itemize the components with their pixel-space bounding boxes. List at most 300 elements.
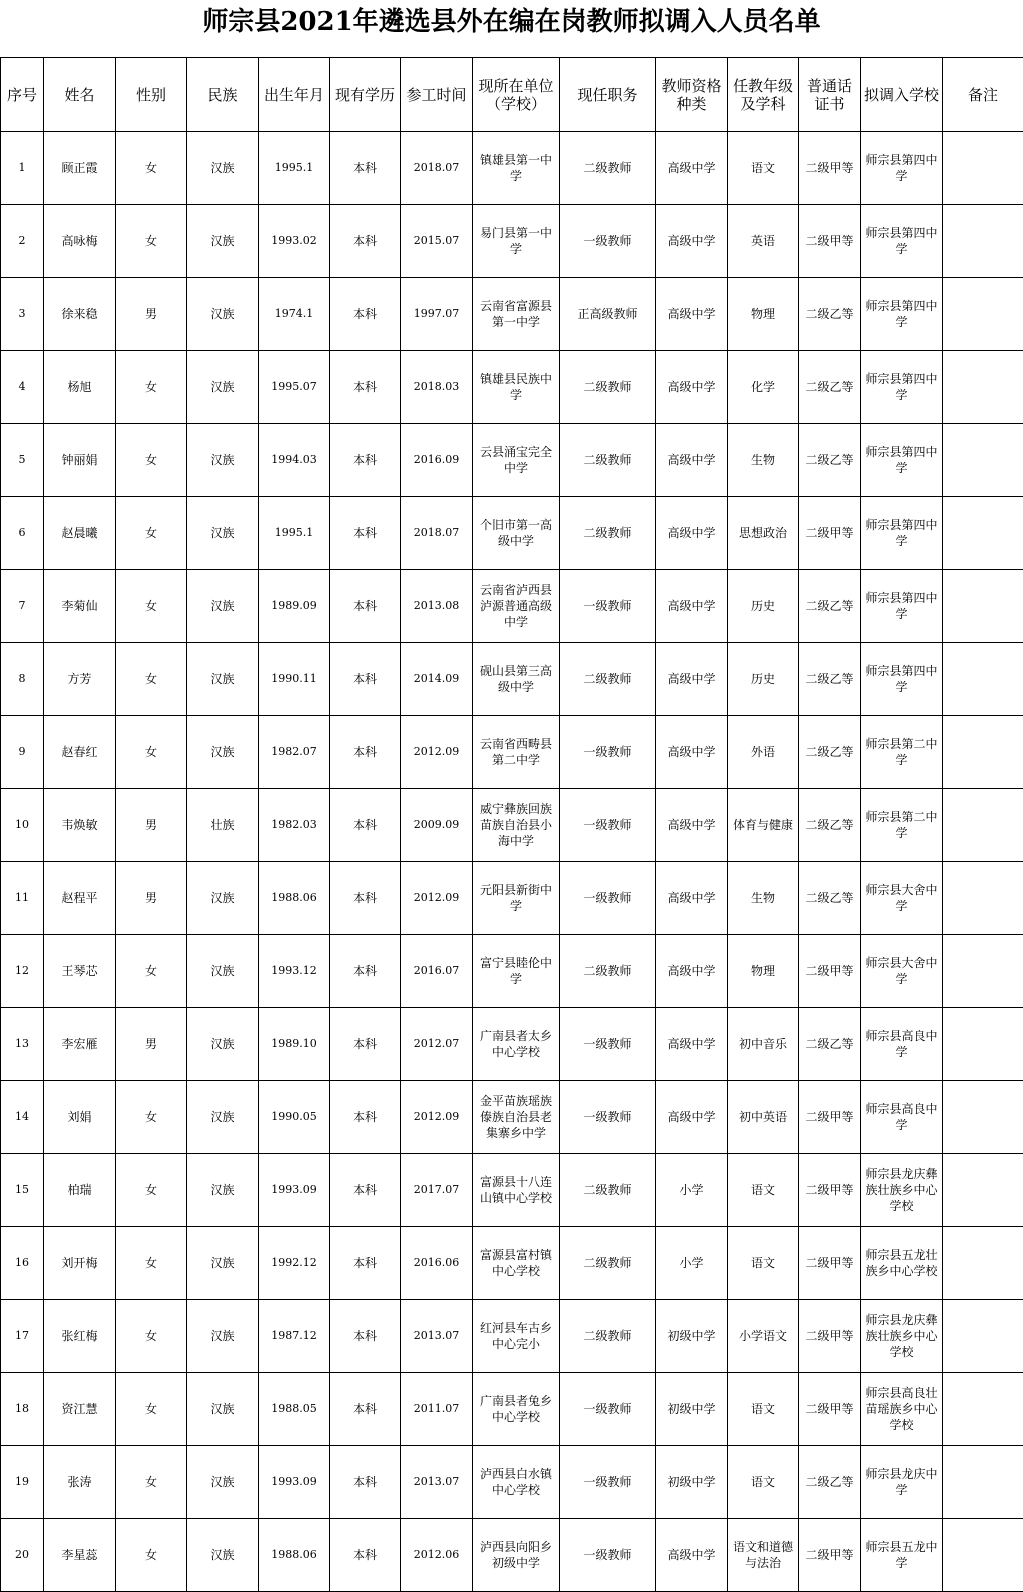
cell-current-unit: 泸西县白水镇中心学校: [473, 1446, 560, 1519]
cell-gender: 男: [116, 278, 187, 351]
cell-birth: 1995.1: [259, 132, 330, 205]
table-row: [1, 424, 1023, 497]
cell-mandarin: 二级乙等: [799, 716, 861, 789]
cell-name: 李菊仙: [44, 570, 116, 643]
cell-gender: 男: [116, 862, 187, 935]
cell-current-unit: 金平苗族瑶族傣族自治县老集寨乡中学: [473, 1081, 560, 1154]
cell-education: 本科: [330, 424, 401, 497]
cell-remarks: [943, 643, 1023, 716]
cell-gender: 女: [116, 716, 187, 789]
cell-name: 赵晨曦: [44, 497, 116, 570]
cell-remarks: [943, 205, 1023, 278]
cell-certificate: 高级中学: [656, 205, 728, 278]
cell-subject: 小学语文: [728, 1300, 799, 1373]
cell-ethnicity: 汉族: [187, 862, 259, 935]
cell-remarks: [943, 424, 1023, 497]
cell-current-unit: 易门县第一中学: [473, 205, 560, 278]
header-subject: 任教年级及学科: [728, 58, 799, 132]
cell-position: 一级教师: [560, 1373, 656, 1446]
cell-subject: 初中英语: [728, 1081, 799, 1154]
cell-ethnicity: 汉族: [187, 935, 259, 1008]
cell-certificate: 高级中学: [656, 643, 728, 716]
cell-index: 1: [1, 132, 44, 205]
table-row: [1, 643, 1023, 716]
cell-education: 本科: [330, 862, 401, 935]
cell-birth: 1993.09: [259, 1154, 330, 1227]
cell-education: 本科: [330, 716, 401, 789]
cell-remarks: [943, 497, 1023, 570]
cell-subject: 思想政治: [728, 497, 799, 570]
table-row: [1, 716, 1023, 789]
cell-target-school: 师宗县第二中学: [861, 789, 943, 862]
cell-name: 刘开梅: [44, 1227, 116, 1300]
table-row: [1, 132, 1023, 205]
table-row: [1, 789, 1023, 862]
cell-position: 一级教师: [560, 789, 656, 862]
cell-index: 4: [1, 351, 44, 424]
cell-target-school: 师宗县龙庆中学: [861, 1446, 943, 1519]
cell-mandarin: 二级甲等: [799, 1300, 861, 1373]
cell-mandarin: 二级甲等: [799, 497, 861, 570]
cell-remarks: [943, 570, 1023, 643]
cell-position: 一级教师: [560, 716, 656, 789]
cell-ethnicity: 汉族: [187, 1446, 259, 1519]
cell-mandarin: 二级乙等: [799, 862, 861, 935]
cell-work-start: 2014.09: [401, 643, 473, 716]
cell-birth: 1988.06: [259, 862, 330, 935]
cell-birth: 1993.12: [259, 935, 330, 1008]
cell-gender: 女: [116, 1227, 187, 1300]
cell-current-unit: 红河县车古乡中心完小: [473, 1300, 560, 1373]
header-current-unit: 现所在单位（学校）: [473, 58, 560, 132]
cell-target-school: 师宗县第四中学: [861, 351, 943, 424]
cell-current-unit: 云南省西畴县第二中学: [473, 716, 560, 789]
cell-target-school: 师宗县大舍中学: [861, 935, 943, 1008]
table-row: [1, 862, 1023, 935]
cell-index: 17: [1, 1300, 44, 1373]
cell-work-start: 2017.07: [401, 1154, 473, 1227]
cell-work-start: 2016.09: [401, 424, 473, 497]
cell-gender: 女: [116, 1373, 187, 1446]
cell-education: 本科: [330, 1373, 401, 1446]
cell-current-unit: 元阳县新街中学: [473, 862, 560, 935]
cell-index: 7: [1, 570, 44, 643]
header-remarks: 备注: [943, 58, 1023, 132]
cell-name: 王琴芯: [44, 935, 116, 1008]
cell-mandarin: 二级甲等: [799, 1373, 861, 1446]
cell-work-start: 2012.06: [401, 1519, 473, 1592]
cell-index: 16: [1, 1227, 44, 1300]
cell-remarks: [943, 1008, 1023, 1081]
cell-certificate: 高级中学: [656, 424, 728, 497]
cell-position: 二级教师: [560, 351, 656, 424]
table-row: [1, 570, 1023, 643]
cell-certificate: 初级中学: [656, 1300, 728, 1373]
cell-ethnicity: 汉族: [187, 1081, 259, 1154]
cell-education: 本科: [330, 1519, 401, 1592]
cell-ethnicity: 汉族: [187, 278, 259, 351]
cell-name: 顾正霞: [44, 132, 116, 205]
cell-index: 2: [1, 205, 44, 278]
cell-remarks: [943, 132, 1023, 205]
cell-remarks: [943, 862, 1023, 935]
cell-index: 5: [1, 424, 44, 497]
cell-index: 20: [1, 1519, 44, 1592]
cell-target-school: 师宗县高良壮苗瑶族乡中心学校: [861, 1373, 943, 1446]
cell-subject: 外语: [728, 716, 799, 789]
cell-current-unit: 富源县十八连山镇中心学校: [473, 1154, 560, 1227]
cell-position: 二级教师: [560, 497, 656, 570]
cell-target-school: 师宗县高良中学: [861, 1081, 943, 1154]
cell-mandarin: 二级甲等: [799, 132, 861, 205]
table-row: [1, 1154, 1023, 1227]
cell-current-unit: 镇雄县第一中学: [473, 132, 560, 205]
cell-remarks: [943, 789, 1023, 862]
cell-current-unit: 威宁彝族回族苗族自治县小海中学: [473, 789, 560, 862]
cell-current-unit: 个旧市第一高级中学: [473, 497, 560, 570]
cell-mandarin: 二级乙等: [799, 1446, 861, 1519]
cell-certificate: 小学: [656, 1227, 728, 1300]
cell-birth: 1987.12: [259, 1300, 330, 1373]
cell-remarks: [943, 1300, 1023, 1373]
cell-position: 二级教师: [560, 935, 656, 1008]
cell-name: 方芳: [44, 643, 116, 716]
cell-education: 本科: [330, 643, 401, 716]
cell-ethnicity: 汉族: [187, 424, 259, 497]
cell-mandarin: 二级乙等: [799, 570, 861, 643]
cell-remarks: [943, 278, 1023, 351]
cell-gender: 女: [116, 132, 187, 205]
cell-gender: 女: [116, 570, 187, 643]
cell-position: 一级教师: [560, 862, 656, 935]
cell-work-start: 2018.03: [401, 351, 473, 424]
cell-certificate: 高级中学: [656, 935, 728, 1008]
cell-birth: 1989.09: [259, 570, 330, 643]
cell-ethnicity: 汉族: [187, 570, 259, 643]
table-row: [1, 1373, 1023, 1446]
cell-gender: 女: [116, 1154, 187, 1227]
cell-index: 14: [1, 1081, 44, 1154]
cell-remarks: [943, 1446, 1023, 1519]
cell-name: 高咏梅: [44, 205, 116, 278]
cell-subject: 生物: [728, 424, 799, 497]
table-row: [1, 278, 1023, 351]
cell-name: 刘娟: [44, 1081, 116, 1154]
cell-subject: 语文: [728, 1227, 799, 1300]
cell-name: 钟丽娟: [44, 424, 116, 497]
cell-work-start: 2012.09: [401, 1081, 473, 1154]
cell-index: 19: [1, 1446, 44, 1519]
cell-work-start: 2016.06: [401, 1227, 473, 1300]
cell-name: 资江慧: [44, 1373, 116, 1446]
cell-name: 张红梅: [44, 1300, 116, 1373]
cell-subject: 语文: [728, 1446, 799, 1519]
cell-certificate: 小学: [656, 1154, 728, 1227]
cell-mandarin: 二级甲等: [799, 1154, 861, 1227]
cell-position: 二级教师: [560, 132, 656, 205]
cell-subject: 化学: [728, 351, 799, 424]
cell-work-start: 2018.07: [401, 132, 473, 205]
cell-target-school: 师宗县五龙中学: [861, 1519, 943, 1592]
cell-ethnicity: 壮族: [187, 789, 259, 862]
cell-work-start: 2011.07: [401, 1373, 473, 1446]
cell-certificate: 高级中学: [656, 789, 728, 862]
cell-current-unit: 广南县者兔乡中心学校: [473, 1373, 560, 1446]
cell-name: 张涛: [44, 1446, 116, 1519]
cell-ethnicity: 汉族: [187, 1519, 259, 1592]
cell-ethnicity: 汉族: [187, 1154, 259, 1227]
cell-index: 6: [1, 497, 44, 570]
cell-ethnicity: 汉族: [187, 1300, 259, 1373]
roster-table: [0, 57, 1023, 1592]
cell-education: 本科: [330, 1154, 401, 1227]
cell-current-unit: 富宁县睦伦中学: [473, 935, 560, 1008]
cell-mandarin: 二级甲等: [799, 935, 861, 1008]
cell-certificate: 高级中学: [656, 716, 728, 789]
cell-name: 李星蕊: [44, 1519, 116, 1592]
cell-education: 本科: [330, 1227, 401, 1300]
cell-index: 12: [1, 935, 44, 1008]
cell-work-start: 2012.09: [401, 716, 473, 789]
cell-certificate: 高级中学: [656, 1519, 728, 1592]
cell-mandarin: 二级甲等: [799, 1227, 861, 1300]
cell-position: 一级教师: [560, 1008, 656, 1081]
cell-mandarin: 二级乙等: [799, 789, 861, 862]
cell-gender: 女: [116, 351, 187, 424]
cell-gender: 女: [116, 1519, 187, 1592]
cell-certificate: 初级中学: [656, 1373, 728, 1446]
cell-name: 杨旭: [44, 351, 116, 424]
cell-name: 赵程平: [44, 862, 116, 935]
cell-certificate: 高级中学: [656, 497, 728, 570]
cell-birth: 1990.05: [259, 1081, 330, 1154]
cell-birth: 1994.03: [259, 424, 330, 497]
cell-mandarin: 二级乙等: [799, 1008, 861, 1081]
cell-target-school: 师宗县第四中学: [861, 278, 943, 351]
cell-work-start: 2012.09: [401, 862, 473, 935]
cell-subject: 初中音乐: [728, 1008, 799, 1081]
cell-birth: 1988.06: [259, 1519, 330, 1592]
cell-education: 本科: [330, 351, 401, 424]
table-row: [1, 1300, 1023, 1373]
cell-target-school: 师宗县第四中学: [861, 132, 943, 205]
cell-current-unit: 广南县者太乡中心学校: [473, 1008, 560, 1081]
cell-ethnicity: 汉族: [187, 643, 259, 716]
cell-index: 8: [1, 643, 44, 716]
cell-current-unit: 云县涌宝完全中学: [473, 424, 560, 497]
cell-gender: 女: [116, 1081, 187, 1154]
cell-current-unit: 云南省泸西县泸源普通高级中学: [473, 570, 560, 643]
cell-mandarin: 二级甲等: [799, 1519, 861, 1592]
cell-mandarin: 二级乙等: [799, 424, 861, 497]
cell-education: 本科: [330, 1300, 401, 1373]
cell-index: 13: [1, 1008, 44, 1081]
cell-current-unit: 砚山县第三高级中学: [473, 643, 560, 716]
cell-education: 本科: [330, 497, 401, 570]
header-certificate: 教师资格种类: [656, 58, 728, 132]
cell-certificate: 高级中学: [656, 1008, 728, 1081]
cell-education: 本科: [330, 1446, 401, 1519]
cell-subject: 语文: [728, 132, 799, 205]
cell-education: 本科: [330, 278, 401, 351]
cell-ethnicity: 汉族: [187, 716, 259, 789]
header-name: 姓名: [44, 58, 116, 132]
cell-subject: 物理: [728, 935, 799, 1008]
cell-birth: 1974.1: [259, 278, 330, 351]
cell-birth: 1990.11: [259, 643, 330, 716]
cell-certificate: 初级中学: [656, 1446, 728, 1519]
cell-position: 一级教师: [560, 205, 656, 278]
cell-certificate: 高级中学: [656, 351, 728, 424]
cell-target-school: 师宗县高良中学: [861, 1008, 943, 1081]
table-row: [1, 205, 1023, 278]
cell-birth: 1993.02: [259, 205, 330, 278]
header-birth: 出生年月: [259, 58, 330, 132]
cell-index: 18: [1, 1373, 44, 1446]
cell-index: 9: [1, 716, 44, 789]
cell-name: 柏瑞: [44, 1154, 116, 1227]
cell-gender: 女: [116, 424, 187, 497]
table-row: [1, 1446, 1023, 1519]
cell-work-start: 2012.07: [401, 1008, 473, 1081]
cell-mandarin: 二级乙等: [799, 278, 861, 351]
cell-remarks: [943, 1373, 1023, 1446]
cell-gender: 女: [116, 1300, 187, 1373]
cell-birth: 1995.1: [259, 497, 330, 570]
cell-education: 本科: [330, 1081, 401, 1154]
cell-subject: 语文和道德与法治: [728, 1519, 799, 1592]
cell-gender: 女: [116, 497, 187, 570]
cell-certificate: 高级中学: [656, 862, 728, 935]
table-row: [1, 935, 1023, 1008]
header-row: [1, 58, 1023, 132]
cell-position: 一级教师: [560, 1519, 656, 1592]
header-index: 序号: [1, 58, 44, 132]
cell-remarks: [943, 1154, 1023, 1227]
cell-position: 二级教师: [560, 1227, 656, 1300]
cell-gender: 女: [116, 205, 187, 278]
cell-position: 二级教师: [560, 643, 656, 716]
cell-ethnicity: 汉族: [187, 132, 259, 205]
cell-birth: 1982.07: [259, 716, 330, 789]
cell-name: 赵春红: [44, 716, 116, 789]
cell-certificate: 高级中学: [656, 132, 728, 205]
cell-target-school: 师宗县第四中学: [861, 424, 943, 497]
cell-ethnicity: 汉族: [187, 351, 259, 424]
cell-education: 本科: [330, 205, 401, 278]
cell-birth: 1993.09: [259, 1446, 330, 1519]
page-title: 师宗县2021年遴选县外在编在岗教师拟调入人员名单: [0, 0, 1023, 50]
cell-current-unit: 镇雄县民族中学: [473, 351, 560, 424]
table-row: [1, 351, 1023, 424]
cell-birth: 1995.07: [259, 351, 330, 424]
header-position: 现任职务: [560, 58, 656, 132]
header-target-school: 拟调入学校: [861, 58, 943, 132]
cell-birth: 1989.10: [259, 1008, 330, 1081]
cell-name: 韦焕敏: [44, 789, 116, 862]
cell-education: 本科: [330, 570, 401, 643]
cell-remarks: [943, 935, 1023, 1008]
cell-ethnicity: 汉族: [187, 497, 259, 570]
cell-birth: 1982.03: [259, 789, 330, 862]
cell-target-school: 师宗县第四中学: [861, 643, 943, 716]
header-gender: 性别: [116, 58, 187, 132]
table-row: [1, 1227, 1023, 1300]
cell-target-school: 师宗县第四中学: [861, 497, 943, 570]
cell-gender: 男: [116, 1008, 187, 1081]
table-row: [1, 1519, 1023, 1592]
cell-subject: 英语: [728, 205, 799, 278]
cell-position: 二级教师: [560, 1154, 656, 1227]
cell-education: 本科: [330, 132, 401, 205]
cell-index: 11: [1, 862, 44, 935]
header-ethnicity: 民族: [187, 58, 259, 132]
cell-index: 3: [1, 278, 44, 351]
cell-birth: 1988.05: [259, 1373, 330, 1446]
cell-remarks: [943, 1227, 1023, 1300]
header-education: 现有学历: [330, 58, 401, 132]
cell-subject: 语文: [728, 1373, 799, 1446]
cell-index: 10: [1, 789, 44, 862]
table-row: [1, 1008, 1023, 1081]
cell-remarks: [943, 1081, 1023, 1154]
cell-target-school: 师宗县龙庆彝族壮族乡中心学校: [861, 1300, 943, 1373]
cell-work-start: 1997.07: [401, 278, 473, 351]
table-row: [1, 1081, 1023, 1154]
cell-current-unit: 泸西县向阳乡初级中学: [473, 1519, 560, 1592]
cell-education: 本科: [330, 1008, 401, 1081]
cell-name: 李宏雁: [44, 1008, 116, 1081]
cell-ethnicity: 汉族: [187, 205, 259, 278]
cell-work-start: 2016.07: [401, 935, 473, 1008]
cell-subject: 历史: [728, 643, 799, 716]
cell-gender: 女: [116, 935, 187, 1008]
cell-remarks: [943, 716, 1023, 789]
cell-target-school: 师宗县大舍中学: [861, 862, 943, 935]
cell-remarks: [943, 1519, 1023, 1592]
cell-subject: 体育与健康: [728, 789, 799, 862]
cell-gender: 男: [116, 789, 187, 862]
cell-ethnicity: 汉族: [187, 1373, 259, 1446]
cell-target-school: 师宗县五龙壮族乡中心学校: [861, 1227, 943, 1300]
cell-mandarin: 二级乙等: [799, 643, 861, 716]
cell-ethnicity: 汉族: [187, 1227, 259, 1300]
header-work-start: 参工时间: [401, 58, 473, 132]
cell-certificate: 高级中学: [656, 278, 728, 351]
cell-position: 一级教师: [560, 1081, 656, 1154]
cell-ethnicity: 汉族: [187, 1008, 259, 1081]
cell-mandarin: 二级乙等: [799, 351, 861, 424]
cell-current-unit: 富源县富村镇中心学校: [473, 1227, 560, 1300]
cell-work-start: 2013.07: [401, 1300, 473, 1373]
cell-work-start: 2018.07: [401, 497, 473, 570]
header-mandarin: 普通话证书: [799, 58, 861, 132]
cell-target-school: 师宗县第四中学: [861, 205, 943, 278]
cell-position: 二级教师: [560, 424, 656, 497]
cell-subject: 生物: [728, 862, 799, 935]
cell-mandarin: 二级甲等: [799, 205, 861, 278]
cell-birth: 1992.12: [259, 1227, 330, 1300]
cell-education: 本科: [330, 789, 401, 862]
cell-remarks: [943, 351, 1023, 424]
cell-subject: 历史: [728, 570, 799, 643]
cell-target-school: 师宗县第二中学: [861, 716, 943, 789]
cell-position: 二级教师: [560, 1300, 656, 1373]
cell-target-school: 师宗县龙庆彝族壮族乡中心学校: [861, 1154, 943, 1227]
cell-position: 正高级教师: [560, 278, 656, 351]
cell-certificate: 高级中学: [656, 1081, 728, 1154]
cell-work-start: 2013.08: [401, 570, 473, 643]
